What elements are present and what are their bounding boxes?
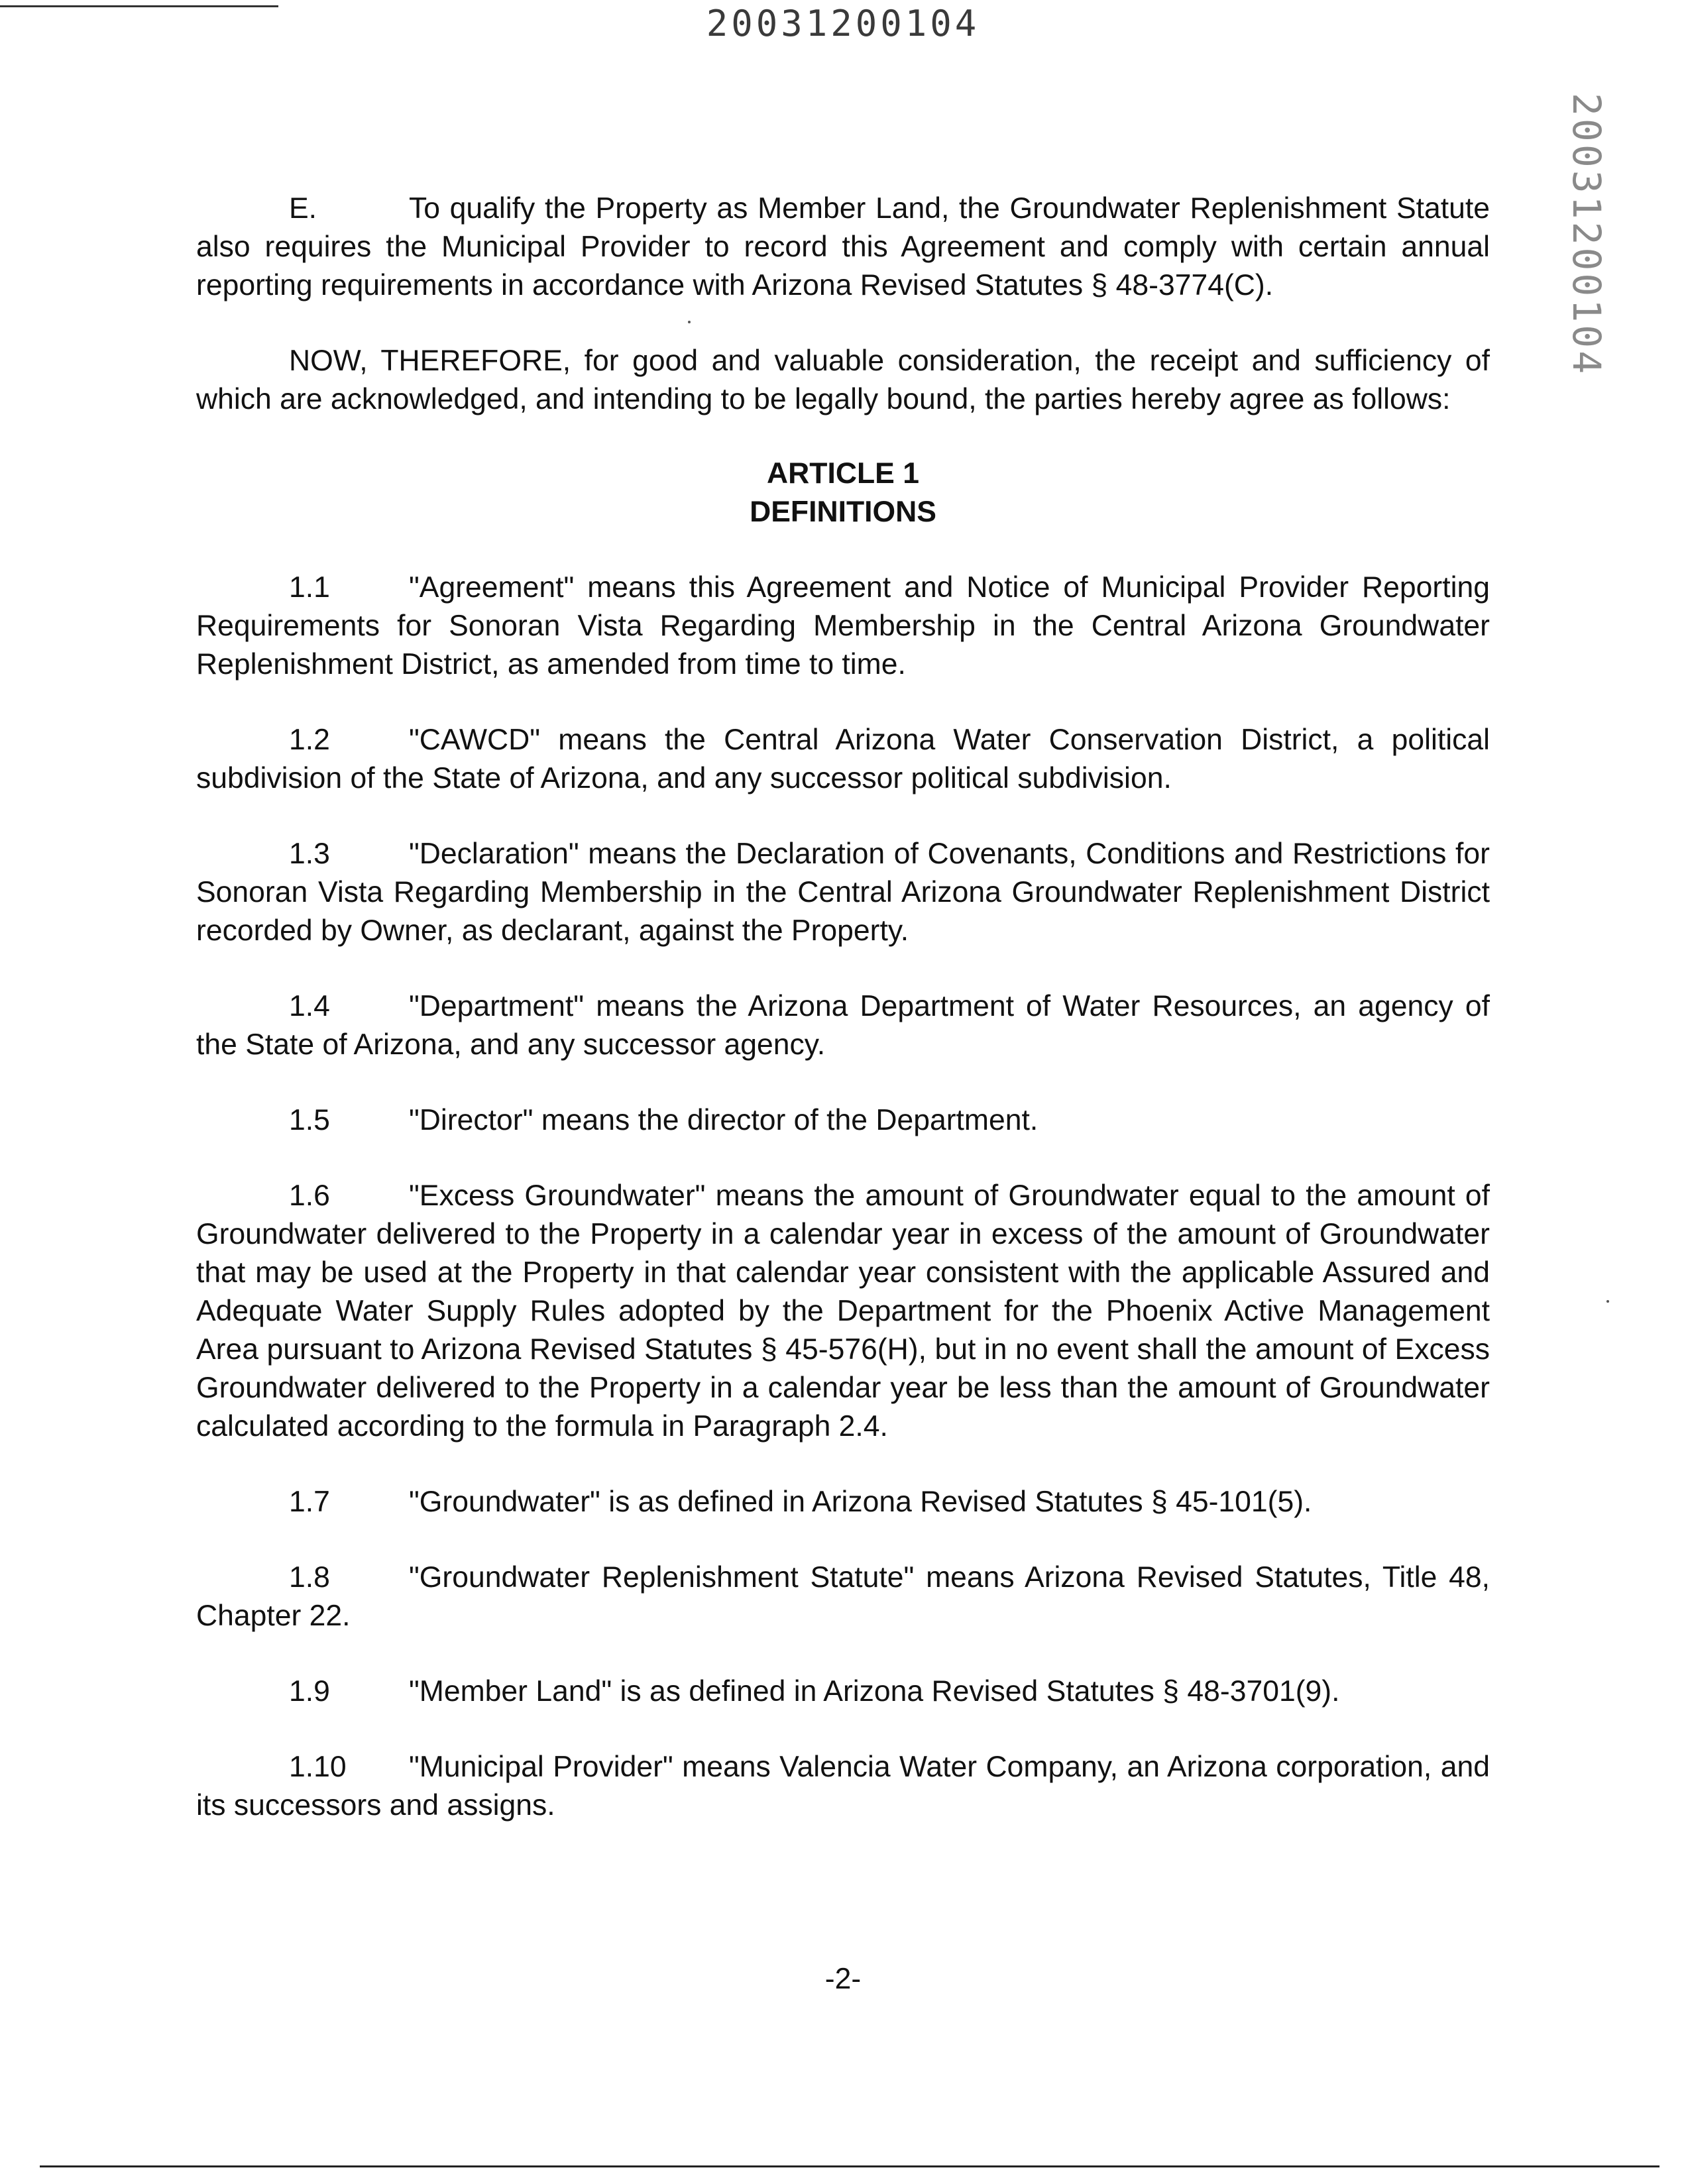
article-title: DEFINITIONS <box>750 496 936 528</box>
definition-1-7 <box>196 1483 1490 1521</box>
definition-text: "Excess Groundwater" means the amount of Groundwater equal to the amount of Groundwater delivered to the Property in a calendar year in excess of the amount of Groundwater that may be used at the Property in that calendar year consistent with the applicable Assured and Adequate Water Supply Rules adopted by the Department for the Phoenix Active Management Area pursuant to Arizona Revised Statutes § 45-576(H), but in no event shall the amount of Excess Groundwater delivered to the Property in a calendar year be less than the amount of Groundwater calculated according to the formula in Paragraph 2.4. <box>196 1179 1490 1443</box>
definition-1-8 <box>196 1558 1490 1635</box>
definition-text: "CAWCD" means the Central Arizona Water Conservation District, a political subdivision of the State of Arizona, and any successor political subdivision. <box>196 724 1490 794</box>
definition-text: "Declaration" means the Declaration of Covenants, Conditions and Restrictions for Sonoran Vista Regarding Membership in the Central Arizona Groundwater Replenishment District recorded by Owner, as declarant, against the Property. <box>196 838 1490 947</box>
definition-number: 1.7 <box>289 1486 330 1518</box>
definition-number: 1.8 <box>289 1561 330 1594</box>
definition-text: "Director" means the director of the Department. <box>409 1104 1039 1136</box>
page-number: -2- <box>824 1963 862 1995</box>
definition-number: 1.3 <box>289 838 330 870</box>
definition-number: 1.1 <box>289 571 330 604</box>
document-number: 20031200104 <box>706 3 980 44</box>
document-body <box>196 190 1490 1862</box>
definition-1-9 <box>196 1672 1490 1711</box>
definition-number: 1.2 <box>289 724 330 756</box>
recital-e-label: E. <box>289 192 317 225</box>
definition-1-3 <box>196 835 1490 950</box>
definition-1-1 <box>196 569 1490 684</box>
definition-number: 1.9 <box>289 1675 330 1708</box>
article-number: ARTICLE 1 <box>767 457 919 490</box>
article-heading <box>196 455 1490 531</box>
definition-1-4 <box>196 987 1490 1064</box>
now-therefore-paragraph <box>196 342 1490 419</box>
recital-e-text: To qualify the Property as Member Land, the Groundwater Replenishment Statute also requires the Municipal Provider to record this Agreement and comply with certain annual reporting requirements in accordance with Arizona Revised Statutes § 48-3774(C). <box>196 192 1490 301</box>
definition-text: "Department" means the Arizona Department of Water Resources, an agency of the State of Arizona, and any successor agency. <box>196 990 1490 1061</box>
definition-number: 1.5 <box>289 1104 330 1136</box>
definition-1-10 <box>196 1748 1490 1825</box>
definition-1-2 <box>196 721 1490 798</box>
definition-text: "Municipal Provider" means Valencia Water Company, an Arizona corporation, and its successors and assigns. <box>196 1751 1490 1822</box>
definition-text: "Groundwater Replenishment Statute" means Arizona Revised Statutes, Title 48, Chapter 22. <box>196 1561 1490 1632</box>
definition-1-5 <box>196 1101 1490 1140</box>
definition-text: "Agreement" means this Agreement and Notice of Municipal Provider Reporting Requirements for Sonoran Vista Regarding Membership in the Central Arizona Groundwater Replenishment District, as amended from time to time. <box>196 571 1490 681</box>
recital-e <box>196 190 1490 305</box>
definition-number: 1.4 <box>289 990 330 1022</box>
bottom-scan-rule <box>40 2165 1659 2167</box>
side-recording-stamp: 20031200104 <box>1564 93 1609 377</box>
now-therefore-text: NOW, THEREFORE, for good and valuable consideration, the receipt and sufficiency of which are acknowledged, and intending to be legally bound, the parties hereby agree as follows: <box>196 345 1490 415</box>
scan-speck <box>1606 1300 1609 1303</box>
definition-text: "Member Land" is as defined in Arizona Revised Statutes § 48-3701(9). <box>409 1675 1340 1708</box>
definition-1-6 <box>196 1177 1490 1446</box>
definition-number: 1.6 <box>289 1179 330 1212</box>
definition-number: 1.10 <box>289 1751 347 1783</box>
definition-text: "Groundwater" is as defined in Arizona Revised Statutes § 45-101(5). <box>409 1486 1312 1518</box>
scan-speck <box>688 321 691 323</box>
